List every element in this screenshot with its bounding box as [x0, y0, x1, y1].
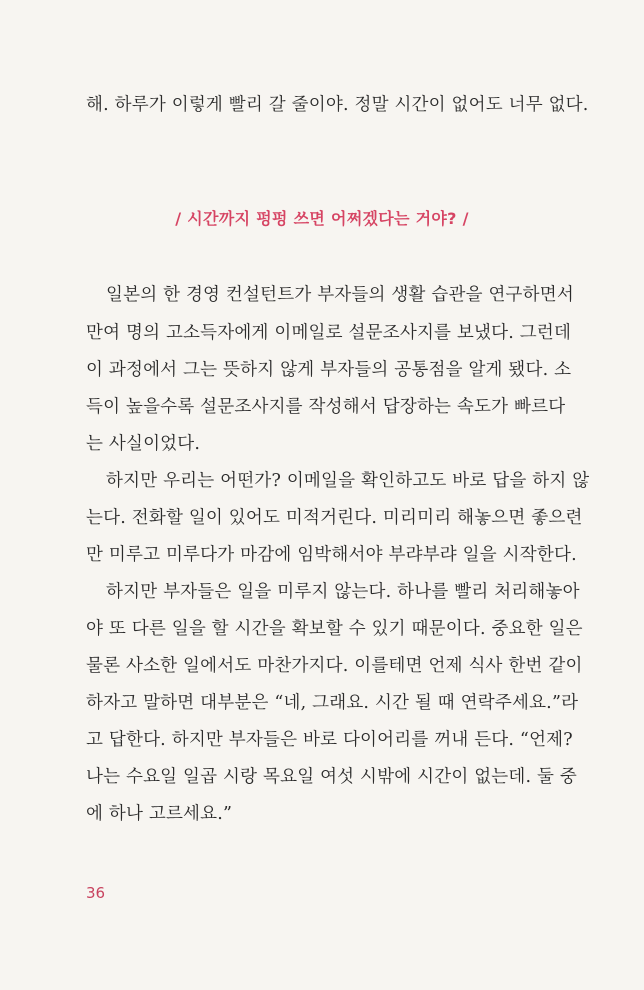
body-line: 하지만 우리는 어떤가? 이메일을 확인하고도 바로 답을 하지 않 — [106, 471, 590, 491]
body-line: 만여 명의 고소득자에게 이메일로 설문조사지를 보냈다. 그런데 — [86, 323, 572, 343]
body-line: 야 또 다른 일을 할 시간을 확보할 수 있기 때문이다. 중요한 일은 — [86, 619, 583, 639]
page-number: 36 — [86, 884, 106, 902]
body-line: 득이 높을수록 설문조사지를 작성해서 답장하는 속도가 빠르다 — [86, 397, 566, 417]
body-line: 나는 수요일 일곱 시랑 목요일 여섯 시밖에 시간이 없는데. 둘 중 — [86, 767, 578, 787]
top-text-line: 해. 하루가 이렇게 빨리 갈 줄이야. 정말 시간이 없어도 너무 없다. — [86, 95, 589, 115]
body-line: 하지만 부자들은 일을 미루지 않는다. 하나를 빨리 처리해놓아 — [106, 582, 580, 602]
body-line: 만 미루고 미루다가 마감에 임박해서야 부랴부랴 일을 시작한다. — [86, 545, 577, 565]
body-line: 하자고 말하면 대부분은 “네, 그래요. 시간 될 때 연락주세요.”라 — [86, 693, 579, 713]
body-line: 는 사실이었다. — [86, 434, 201, 454]
body-line: 일본의 한 경영 컨설턴트가 부자들의 생활 습관을 연구하면서 — [106, 285, 574, 305]
body-line: 물론 사소한 일에서도 마찬가지다. 이를테면 언제 식사 한번 같이 — [86, 656, 583, 676]
body-line: 고 답한다. 하지만 부자들은 바로 다이어리를 꺼내 든다. “언제? — [86, 730, 573, 750]
section-heading: / 시간까지 펑펑 쓰면 어쩌겠다는 거야? / — [175, 209, 469, 228]
body-line: 는다. 전화할 일이 있어도 미적거린다. 미리미리 해놓으면 좋으련 — [86, 508, 583, 528]
body-line: 에 하나 고르세요.” — [86, 804, 233, 824]
body-line: 이 과정에서 그는 뜻하지 않게 부자들의 공통점을 알게 됐다. 소 — [86, 360, 572, 380]
